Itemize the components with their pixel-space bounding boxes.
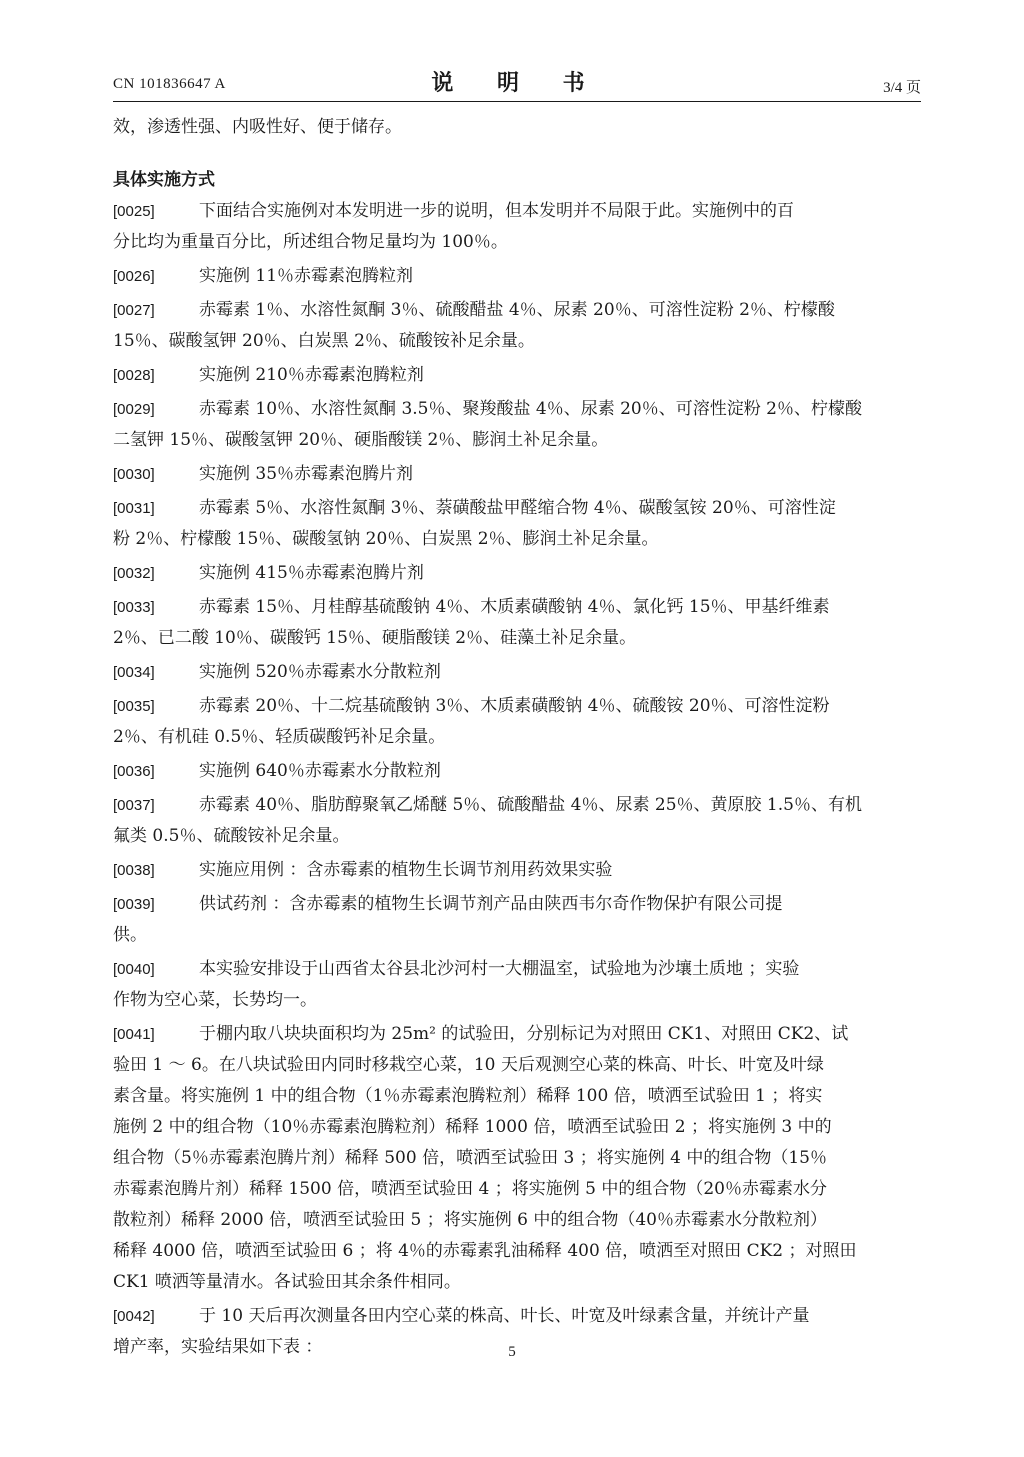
spacer — [113, 143, 921, 165]
paragraph — [113, 592, 921, 654]
paragraph-line — [113, 295, 921, 326]
paragraph-text: 赤霉素 15％、月桂醇基硫酸钠 4％、木质素磺酸钠 4％、氯化钙 15％、甲基纤维素 — [199, 597, 830, 617]
paragraph-line — [113, 1143, 921, 1174]
page-count: 3/4 页 — [883, 80, 921, 96]
header-divider — [113, 101, 921, 102]
paragraph-line — [113, 493, 921, 524]
paragraph-line — [113, 1112, 921, 1143]
paragraph-number: [0034] — [113, 664, 155, 681]
paragraph — [113, 196, 921, 258]
paragraph-number: [0027] — [113, 302, 155, 319]
paragraph-line — [113, 623, 921, 654]
paragraph-list — [113, 196, 921, 1363]
paragraph-text: 实施应用例 ：含赤霉素的植物生长调节剂用药效果实验 — [199, 860, 613, 880]
paragraph — [113, 855, 921, 886]
paragraph-number: [0031] — [113, 500, 155, 517]
paragraph-line — [113, 1205, 921, 1236]
paragraph-line — [113, 524, 921, 555]
paragraph-line — [113, 227, 921, 258]
intro-line: 效，渗透性强、内吸性好、便于储存。 — [113, 117, 402, 137]
paragraph-text: 于棚内取八块块面积均为 25m² 的试验田，分别标记为对照田 CK1、对照田 CK2、试 — [199, 1024, 849, 1044]
paragraph-number: [0032] — [113, 565, 155, 582]
paragraph-line — [113, 592, 921, 623]
paragraph-line — [113, 889, 921, 920]
paragraph-text: 散粒剂）稀释 2000 倍，喷洒至试验田 5 ；将实施例 6 中的组合物（40％赤霉素水分散粒剂） — [113, 1210, 827, 1230]
paragraph-text: 供试药剂 ：含赤霉素的植物生长调节剂产品由陕西韦尔奇作物保护有限公司提 — [199, 894, 783, 914]
paragraph-line — [113, 1267, 921, 1298]
paragraph-line — [113, 261, 921, 292]
paragraph-text: 作物为空心菜，长势均一。 — [113, 990, 317, 1010]
paragraph-number: [0037] — [113, 797, 155, 814]
paragraph-number: [0030] — [113, 466, 155, 483]
page-number: 5 — [508, 1344, 516, 1360]
document-number: CN 101836647 A — [113, 76, 226, 92]
paragraph-text: 增产率，实验结果如下表 ： — [113, 1337, 323, 1357]
paragraph-line — [113, 954, 921, 985]
paragraph-number: [0026] — [113, 268, 155, 285]
paragraph-line — [113, 920, 921, 951]
paragraph-text: 下面结合实施例对本发明进一步的说明，但本发明并不局限于此。实施例中的百 — [199, 201, 794, 221]
paragraph-text: 二氢钾 15％、碳酸氢钾 20％、硬脂酸镁 2％、膨润土补足余量。 — [113, 430, 609, 450]
paragraph-text: 赤霉素 20％、十二烷基硫酸钠 3％、木质素磺酸钠 4％、硫酸铵 20％、可溶性淀粉 — [199, 696, 830, 716]
paragraph-text: 赤霉素 5％、水溶性氮酮 3％、萘磺酸盐甲醛缩合物 4％、碳酸氢铵 20％、可溶性淀 — [199, 498, 836, 518]
paragraph-text: 赤霉素 10％、水溶性氮酮 3.5％、聚羧酸盐 4％、尿素 20％、可溶性淀粉 2％、柠檬酸 — [199, 399, 862, 419]
document-body — [113, 112, 921, 1366]
paragraph-line — [113, 360, 921, 391]
paragraph-line — [113, 394, 921, 425]
paragraph-line — [113, 1301, 921, 1332]
paragraph-number: [0041] — [113, 1026, 155, 1043]
paragraph-line — [113, 1174, 921, 1205]
paragraph-text: 稀释 4000 倍，喷洒至试验田 6 ；将 4％的赤霉素乳油稀释 400 倍，喷洒至对照田 CK2 ；对照田 — [113, 1241, 857, 1261]
paragraph-text: 实施例 415％赤霉素泡腾片剂 — [199, 563, 424, 583]
paragraph-line — [113, 855, 921, 886]
paragraph-number: [0039] — [113, 896, 155, 913]
paragraph-text: 粉 2％、柠檬酸 15％、碳酸氢钠 20％、白炭黑 2％、膨润土补足余量。 — [113, 529, 659, 549]
paragraph-line — [113, 691, 921, 722]
paragraph — [113, 360, 921, 391]
paragraph-text: 赤霉素 40％、脂肪醇聚氧乙烯醚 5％、硫酸醋盐 4％、尿素 25％、黄原胶 1.5％、有机 — [199, 795, 862, 815]
paragraph — [113, 1019, 921, 1298]
paragraph-line — [113, 657, 921, 688]
paragraph-text: 实施例 520％赤霉素水分散粒剂 — [199, 662, 441, 682]
paragraph-text: 分比均为重量百分比，所述组合物足量均为 100％。 — [113, 232, 508, 252]
paragraph-line — [113, 1019, 921, 1050]
paragraph-number: [0029] — [113, 401, 155, 418]
paragraph-text: 于 10 天后再次测量各田内空心菜的株高、叶长、叶宽及叶绿素含量，并统计产量 — [199, 1306, 810, 1326]
paragraph-number: [0033] — [113, 599, 155, 616]
paragraph-text: 实施例 35％赤霉素泡腾片剂 — [199, 464, 414, 484]
paragraph — [113, 889, 921, 951]
page-header — [113, 62, 921, 102]
paragraph — [113, 756, 921, 787]
section-heading: 具体实施方式 — [113, 170, 215, 190]
paragraph-line — [113, 821, 921, 852]
paragraph-text: CK1 喷洒等量清水。各试验田其余条件相同。 — [113, 1272, 461, 1292]
paragraph-number: [0036] — [113, 763, 155, 780]
paragraph-number: [0035] — [113, 698, 155, 715]
paragraph-text: 2％、已二酸 10％、碳酸钙 15％、硬脂酸镁 2％、硅藻土补足余量。 — [113, 628, 637, 648]
paragraph-line — [113, 1236, 921, 1267]
paragraph-text: 15％、碳酸氢钾 20％、白炭黑 2％、硫酸铵补足余量。 — [113, 331, 535, 351]
paragraph — [113, 261, 921, 292]
paragraph-line — [113, 196, 921, 227]
paragraph-text: 实施例 11％赤霉素泡腾粒剂 — [199, 266, 414, 286]
paragraph — [113, 558, 921, 589]
paragraph — [113, 394, 921, 456]
paragraph-text: 赤霉素 1％、水溶性氮酮 3％、硫酸醋盐 4％、尿素 20％、可溶性淀粉 2％、柠檬酸 — [199, 300, 835, 320]
paragraph-text: 实施例 640％赤霉素水分散粒剂 — [199, 761, 441, 781]
paragraph-line — [113, 985, 921, 1016]
header-title: 说 明 书 — [431, 71, 603, 96]
paragraph — [113, 295, 921, 357]
paragraph — [113, 954, 921, 1016]
paragraph-text: 氟类 0.5％、硫酸铵补足余量。 — [113, 826, 350, 846]
paragraph-text: 组合物（5％赤霉素泡腾片剂）稀释 500 倍，喷洒至试验田 3 ；将实施例 4 中的组合物（15％ — [113, 1148, 827, 1168]
paragraph-text: 验田 1 ～ 6。在八块试验田内同时移栽空心菜，10 天后观测空心菜的株高、叶长、叶宽及叶绿 — [113, 1055, 824, 1075]
paragraph-text: 素含量。将实施例 1 中的组合物（1％赤霉素泡腾粒剂）稀释 100 倍，喷洒至试验田 1 ；将实 — [113, 1086, 823, 1106]
paragraph — [113, 790, 921, 852]
paragraph-text: 本实验安排设于山西省太谷县北沙河村一大棚温室，试验地为沙壤土质地 ；实验 — [199, 959, 800, 979]
paragraph-text: 施例 2 中的组合物（10％赤霉素泡腾粒剂）稀释 1000 倍，喷洒至试验田 2 ；将实施例 3 中的 — [113, 1117, 832, 1137]
paragraph-line — [113, 1050, 921, 1081]
paragraph-line — [113, 558, 921, 589]
paragraph-number: [0042] — [113, 1308, 155, 1325]
paragraph-number: [0025] — [113, 203, 155, 220]
paragraph-line — [113, 1081, 921, 1112]
paragraph-line — [113, 326, 921, 357]
paragraph-number: [0028] — [113, 367, 155, 384]
paragraph — [113, 691, 921, 753]
paragraph — [113, 459, 921, 490]
paragraph-line — [113, 790, 921, 821]
paragraph-text: 供。 — [113, 925, 147, 945]
paragraph-text: 赤霉素泡腾片剂）稀释 1500 倍，喷洒至试验田 4 ；将实施例 5 中的组合物（20％赤霉素水分 — [113, 1179, 827, 1199]
paragraph-text: 2％、有机硅 0.5％、轻质碳酸钙补足余量。 — [113, 727, 446, 747]
paragraph-text: 实施例 210％赤霉素泡腾粒剂 — [199, 365, 424, 385]
paragraph-number: [0038] — [113, 862, 155, 879]
paragraph-line — [113, 459, 921, 490]
paragraph — [113, 493, 921, 555]
paragraph-line — [113, 756, 921, 787]
paragraph-line — [113, 425, 921, 456]
paragraph — [113, 657, 921, 688]
paragraph-number: [0040] — [113, 961, 155, 978]
paragraph-line — [113, 722, 921, 753]
